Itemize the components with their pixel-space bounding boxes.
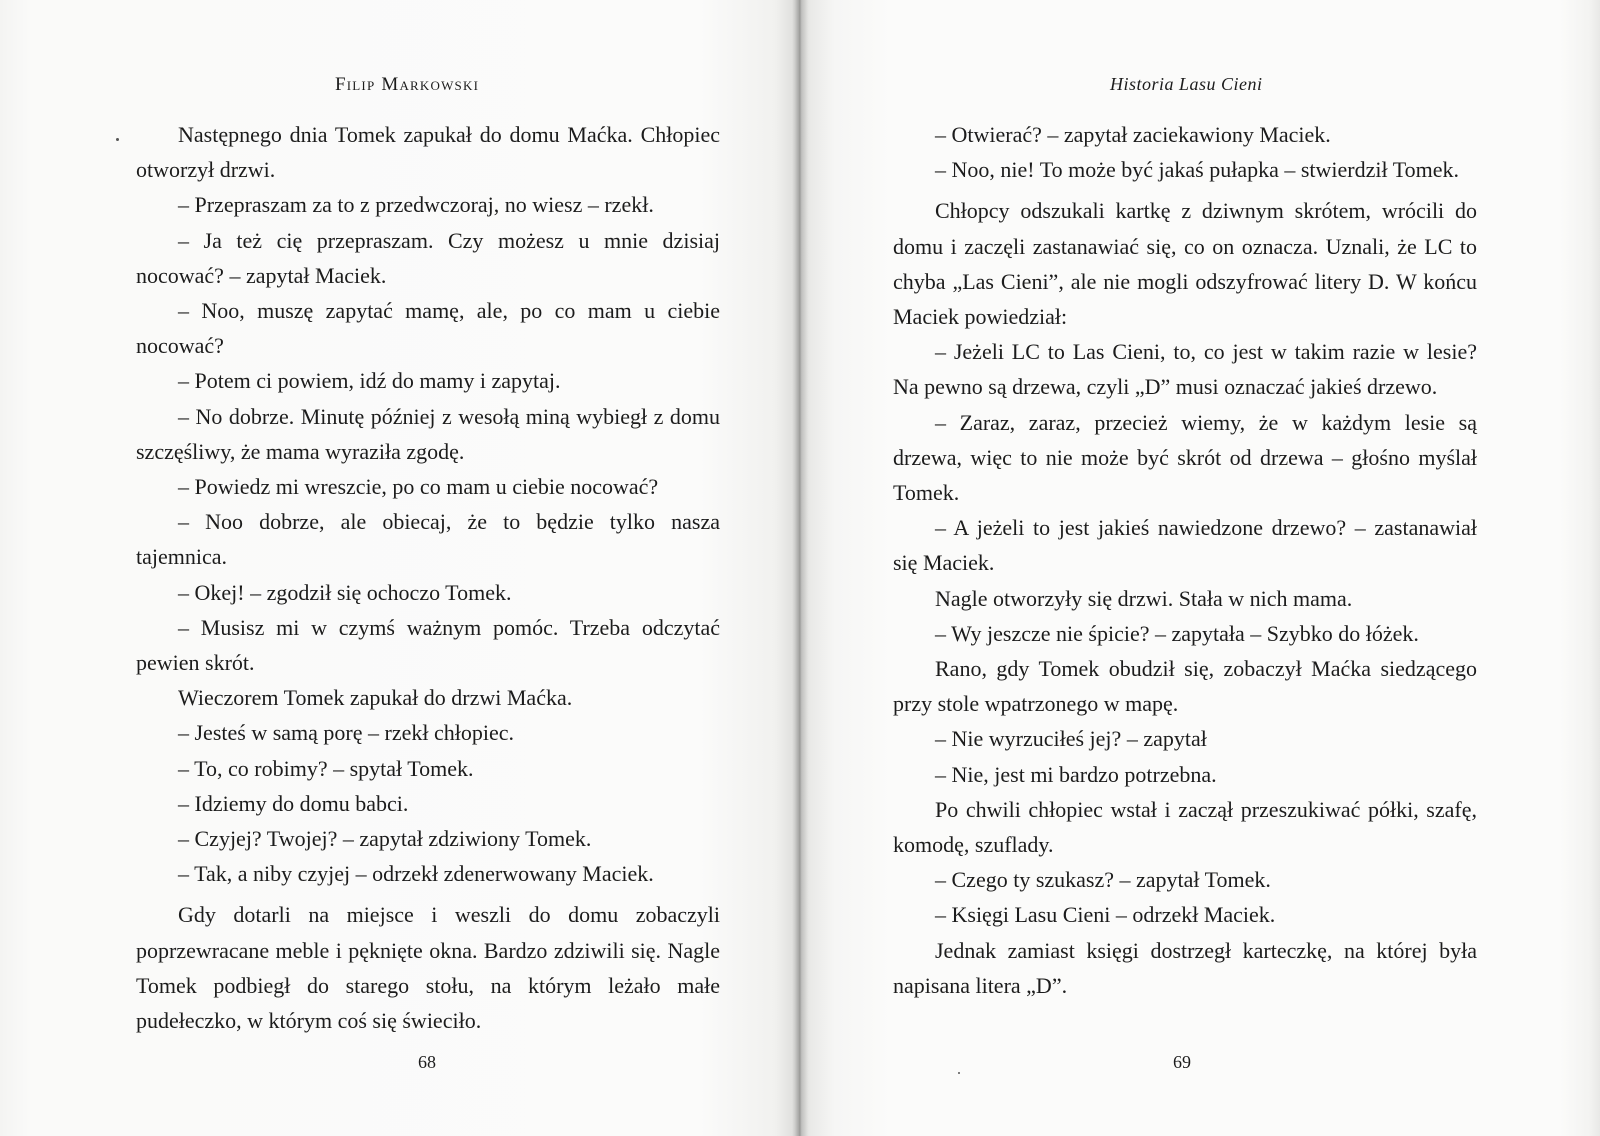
- running-head-title: Historia Lasu Cieni: [1110, 74, 1263, 94]
- paragraph: – Idziemy do domu babci.: [178, 790, 409, 816]
- running-head-author: Filip Markowski: [335, 74, 480, 95]
- paragraph: – Nie, jest mi bardzo potrzebna.: [935, 761, 1217, 787]
- paragraph: – Powiedz mi wreszcie, po co mam u ciebie nocować?: [178, 474, 659, 500]
- paragraph: – Noo dobrze, ale obiecaj, że to będzie tylko nasza tajemnica.: [136, 509, 720, 570]
- right-page: [800, 0, 1600, 1136]
- book-gutter-shadow: [792, 0, 808, 1136]
- paragraph: – Potem ci powiem, idź do mamy i zapytaj.: [178, 368, 561, 394]
- paragraph: – Księgi Lasu Cieni – odrzekł Maciek.: [935, 902, 1276, 928]
- page-number: 69: [1173, 1052, 1191, 1072]
- paragraph: Gdy dotarli na miejsce i weszli do domu zobaczyli poprzewracane meble i pęknięte okna. Bardzo zdziwili się. Nagle Tomek podbiegł do starego stołu, na którym leżało małe pudełeczko, w którym coś się świeciło.: [136, 902, 720, 1034]
- paragraph: – Wy jeszcze nie śpicie? – zapytała – Szybko do łóżek.: [935, 620, 1419, 646]
- paragraph: – Otwierać? – zapytał zaciekawiony Maciek.: [935, 122, 1331, 147]
- page-number: 68: [418, 1052, 436, 1072]
- paragraph: – A jeżeli to jest jakieś nawiedzone drzewo? – zastanawiał się Maciek.: [893, 515, 1477, 576]
- paragraph: – Czego ty szukasz? – zapytał Tomek.: [935, 867, 1271, 893]
- paragraph: – Czyjej? Twojej? – zapytał zdziwiony Tomek.: [178, 826, 592, 852]
- paragraph: – Przepraszam za to z przedwczoraj, no wiesz – rzekł.: [178, 192, 654, 218]
- right-page-text: [893, 117, 1477, 1003]
- paragraph: – Tak, a niby czyjej – odrzekł zdenerwowany Maciek.: [178, 861, 654, 887]
- paragraph: – Musisz mi w czymś ważnym pomóc. Trzeba odczytać pewien skrót.: [136, 614, 720, 676]
- paragraph: Po chwili chłopiec wstał i zaczął przeszukiwać półki, szafę, komodę, szuflady.: [893, 796, 1477, 858]
- paragraph: – No dobrze. Minutę później z wesołą miną wybiegł z domu szczęśliwy, że mama wyraziła zgodę.: [136, 403, 720, 464]
- ink-speck: [116, 138, 119, 141]
- paragraph: – Noo, muszę zapytać mamę, ale, po co mam u ciebie nocować?: [136, 298, 720, 359]
- paragraph: Następnego dnia Tomek zapukał do domu Maćka. Chłopiec otworzył drzwi.: [136, 122, 720, 183]
- paragraph: – Zaraz, zaraz, przecież wiemy, że w każdym lesie są drzewa, więc to nie może być skrót od drzewa – głośno myślał Tomek.: [893, 409, 1477, 506]
- paragraph: – Nie wyrzuciłeś jej? – zapytał: [935, 726, 1207, 752]
- paragraph: Chłopcy odszukali kartkę z dziwnym skrótem, wrócili do domu i zaczęli zastanawiać się, co on oznacza. Uznali, że LC to chyba „Las Cieni”, ale nie mogli odszyfrować litery D. W końcu Maciek powiedział:: [893, 198, 1477, 330]
- left-page-text: [136, 117, 720, 1038]
- paragraph: Jednak zamiast księgi dostrzegł karteczkę, na której była napisana litera „D”.: [893, 937, 1477, 998]
- paragraph: Wieczorem Tomek zapukał do drzwi Maćka.: [178, 685, 573, 711]
- paragraph: – Ja też cię przepraszam. Czy możesz u mnie dzisiaj nocować? – zapytał Maciek.: [136, 227, 720, 288]
- paragraph: – Jeżeli LC to Las Cieni, to, co jest w takim razie w lesie? Na pewno są drzewa, czyli „D” musi oznaczać jakieś drzewo.: [893, 339, 1477, 400]
- paragraph: – Okej! – zgodził się ochoczo Tomek.: [178, 579, 512, 605]
- paragraph: Rano, gdy Tomek obudził się, zobaczył Maćka siedzącego przy stole wpatrzonego w mapę.: [893, 656, 1477, 717]
- paragraph: – Noo, nie! To może być jakaś pułapka – stwierdził Tomek.: [935, 157, 1459, 183]
- ink-speck: [958, 1072, 960, 1074]
- paragraph: – Jesteś w samą porę – rzekł chłopiec.: [178, 720, 514, 746]
- paragraph: – To, co robimy? – spytał Tomek.: [178, 755, 474, 781]
- paragraph: Nagle otworzyły się drzwi. Stała w nich mama.: [935, 585, 1353, 611]
